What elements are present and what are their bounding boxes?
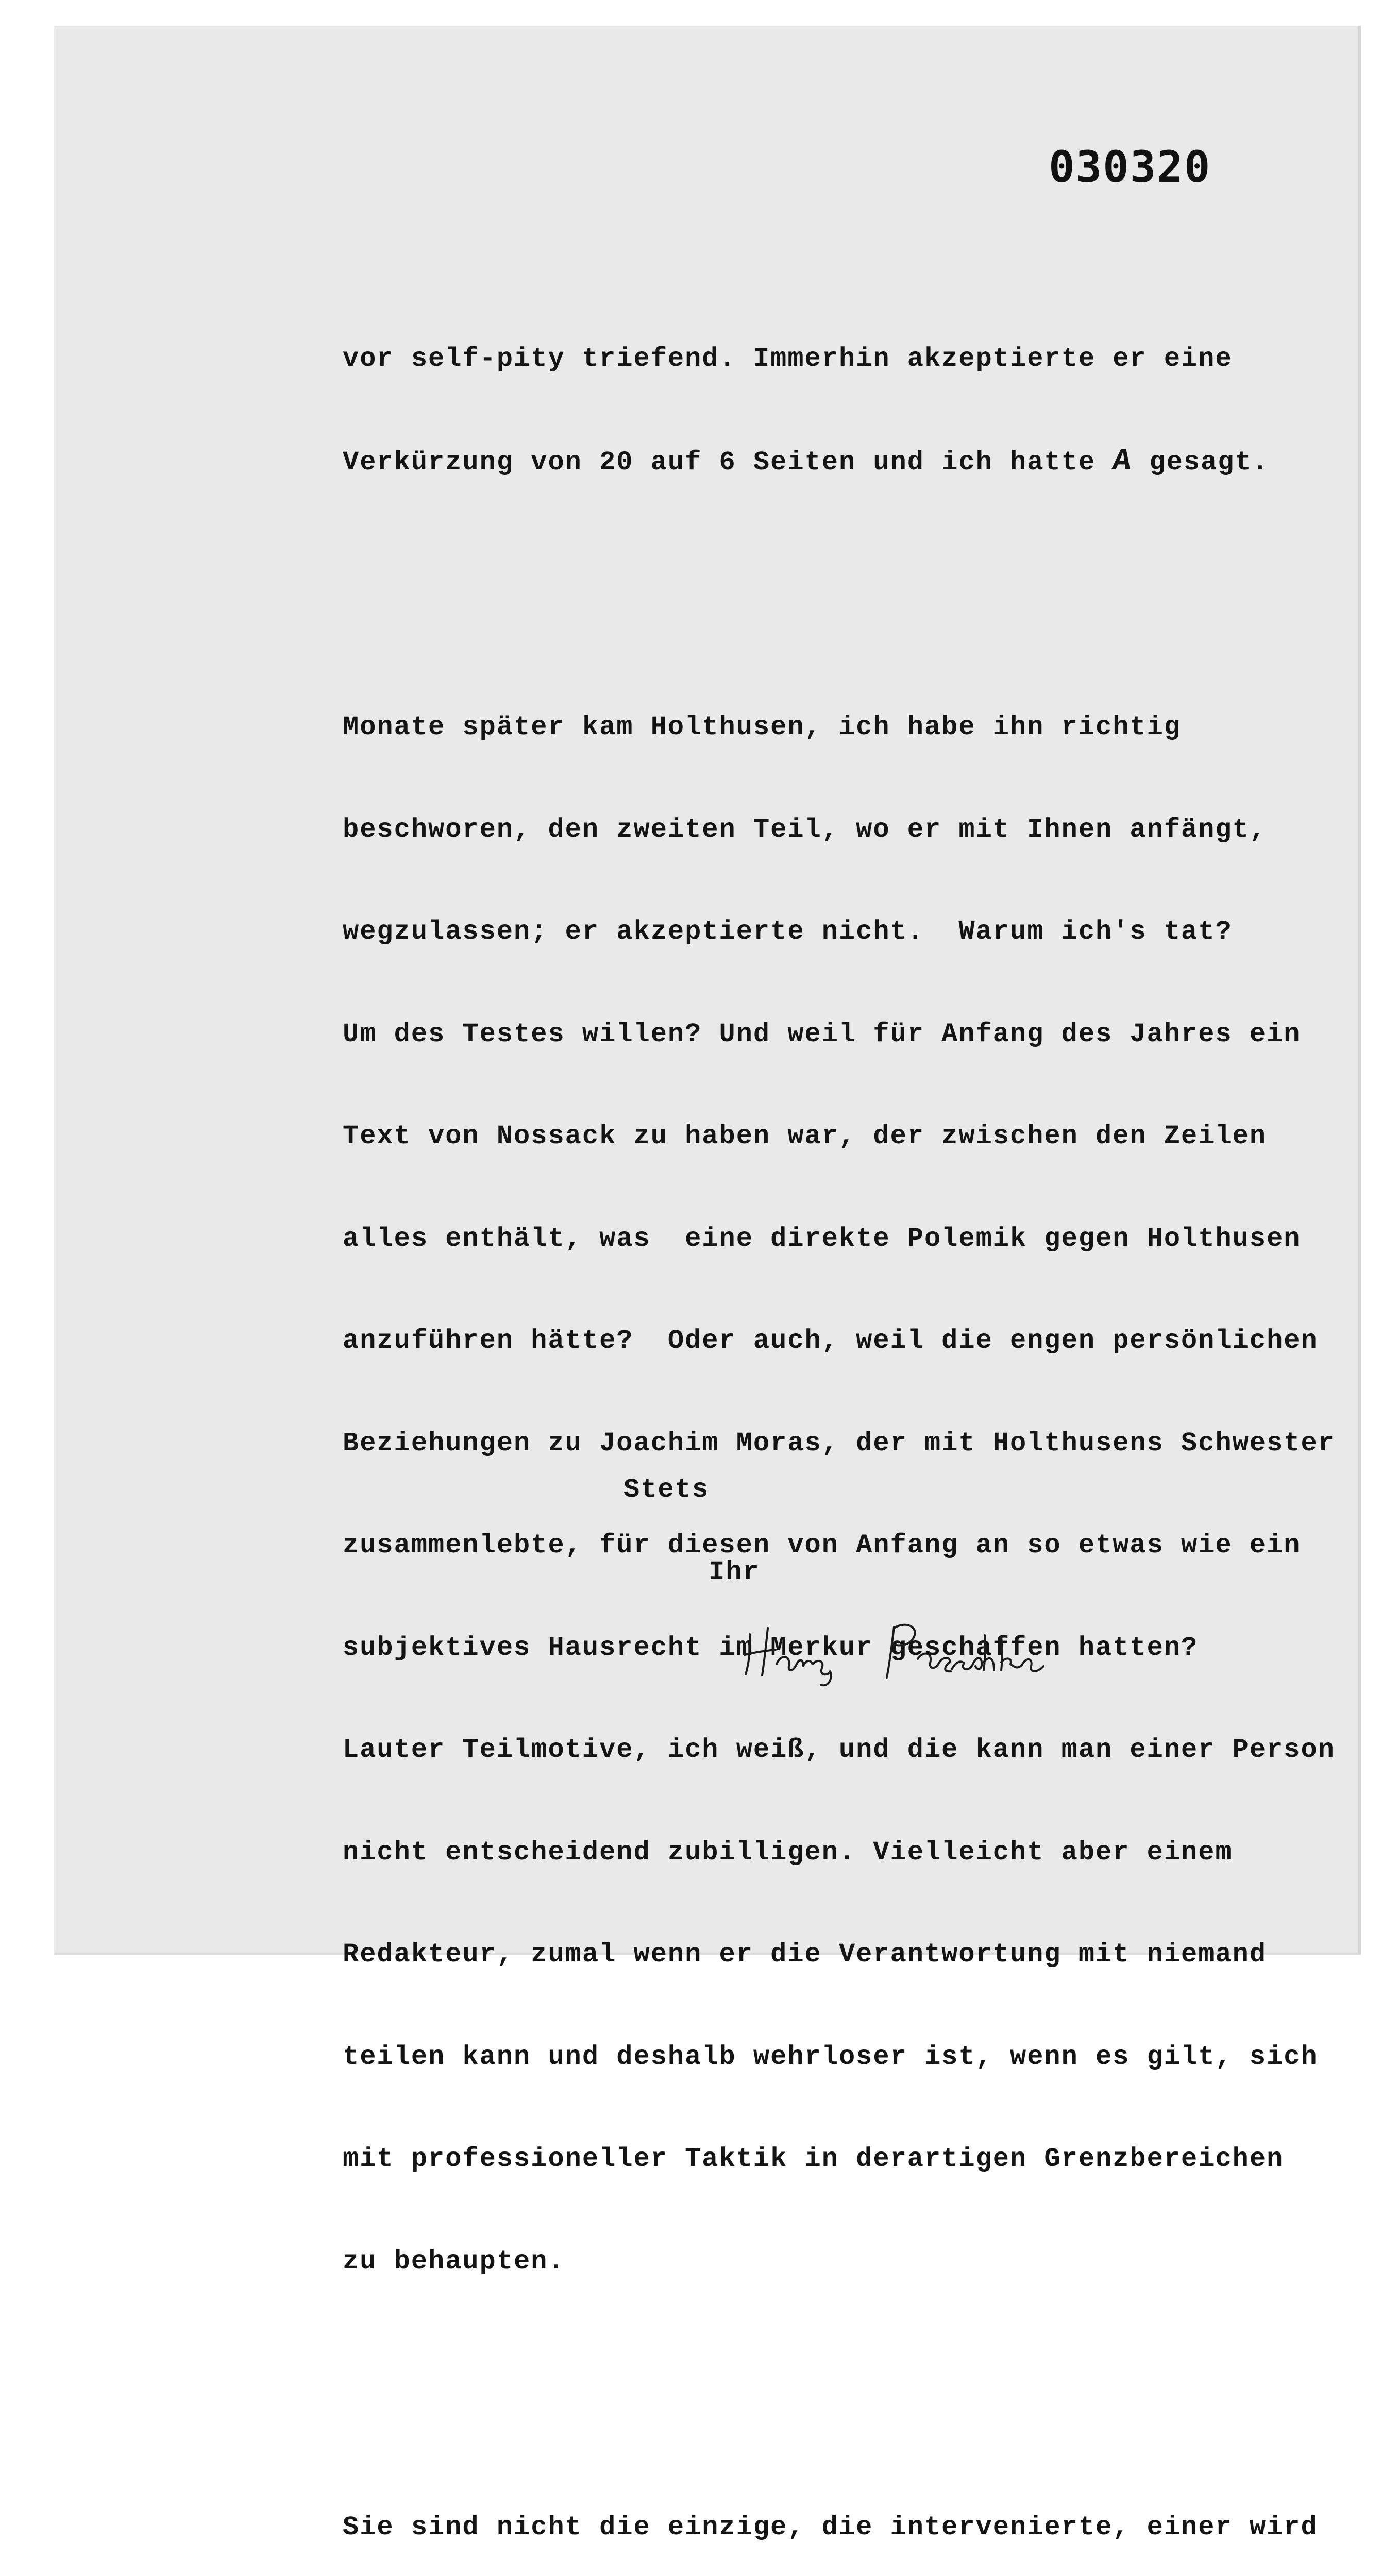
text-line: nicht entscheidend zubilligen. Vielleicht aber einem (343, 1837, 1233, 1868)
handwritten-correction: A (1110, 444, 1135, 479)
text-line: zusammenlebte, für diesen von Anfang an so etwas wie ein (343, 1530, 1301, 1561)
paragraph-gap (343, 2343, 1369, 2385)
text-segment: Verkürzung von 20 auf 6 Seiten und ich hatte (343, 447, 1113, 478)
text-line: wegzulassen; er akzeptierte nicht. Warum ich's tat? (343, 917, 1233, 947)
handwritten-signature (739, 1613, 1100, 1690)
text-line: mit professioneller Taktik in derartigen Grenzbereichen (343, 2144, 1284, 2174)
closing-stets: Stets (623, 1475, 710, 1505)
text-line: Sie sind nicht die einzige, die intervenierte, einer wird (343, 2512, 1318, 2543)
letter-body (343, 247, 1369, 2576)
text-line: Redakteur, zumal wenn er die Verantwortung mit niemand (343, 1939, 1267, 1970)
text-line: teilen kann und deshalb wehrloser ist, wenn es gilt, sich (343, 2041, 1318, 2072)
text-line: Text von Nossack zu haben war, der zwischen den Zeilen (343, 1121, 1267, 1151)
text-line: beschworen, den zweiten Teil, wo er mit Ihnen anfängt, (343, 814, 1267, 845)
text-line: zu behaupten. (343, 2246, 565, 2277)
paragraph-gap (343, 543, 1369, 585)
text-line: alles enthält, was eine direkte Polemik gegen Holthusen (343, 1223, 1301, 1254)
text-line: Beziehungen zu Joachim Moras, der mit Holthusens Schwester (343, 1428, 1335, 1459)
text-line: anzuführen hätte? Oder auch, weil die engen persönlichen (343, 1326, 1318, 1356)
text-line (343, 441, 1369, 483)
text-line: Um des Testes willen? Und weil für Anfang des Jahres ein (343, 1019, 1301, 1049)
text-line: subjektives Hausrecht im Merkur geschaffen hatten? (343, 1632, 1199, 1663)
text-segment: gesagt. (1132, 447, 1269, 478)
text-line: Lauter Teilmotive, ich weiß, und die kann man einer Person (343, 1735, 1335, 1765)
closing-ihr: Ihr (709, 1557, 760, 1587)
text-line: vor self-pity triefend. Immerhin akzeptierte er eine (343, 344, 1233, 374)
archive-page-number: 030320 (1049, 142, 1211, 192)
text-line: Monate später kam Holthusen, ich habe ihn richtig (343, 712, 1182, 742)
